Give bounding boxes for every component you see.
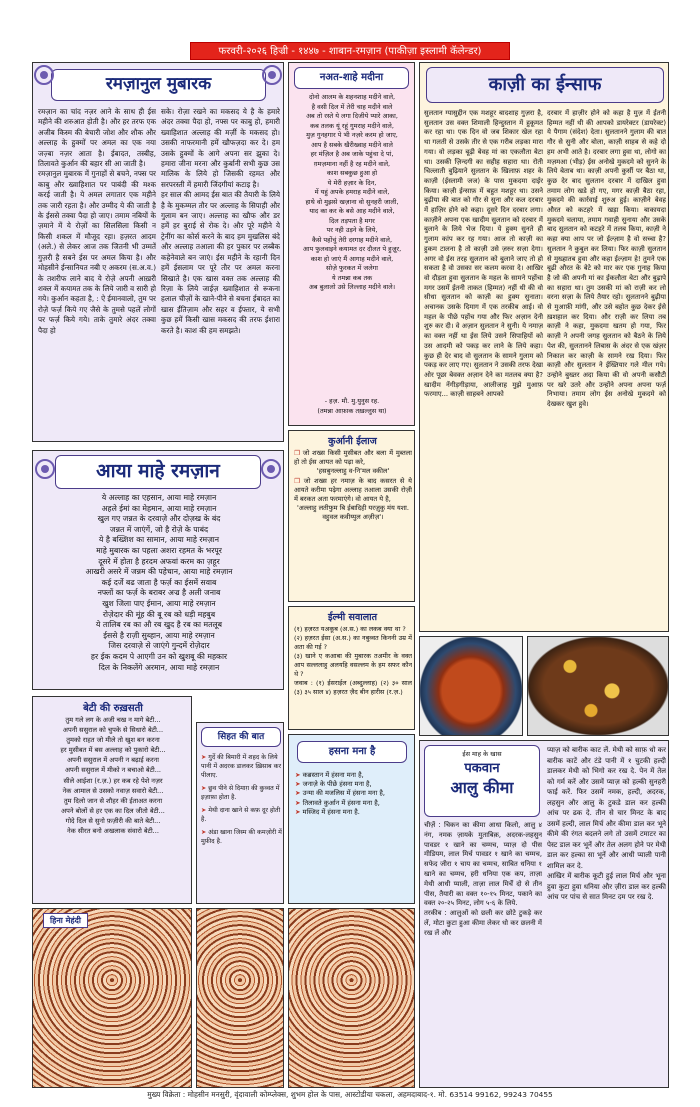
arrow-icon: ➤ [295,807,303,816]
qurani-body [294,449,412,599]
aaya-title: आया माहे रमज़ान [55,455,261,489]
bullet-icon: ❒ [294,449,303,457]
aaya-section [32,450,284,690]
ornament-icon [262,65,282,85]
pakwan-title: पकवान [464,761,500,776]
footer: मुख्य विक्रेता : मोहसीन मनसुरी, वृंदावाली कोम्प्लेक्स, शुभम होल के पास, आस्टोडीया चकला, अहमदाबाद-१. मो. 63514 99162, 99243 70455 [147,1090,553,1099]
ornament-icon [34,65,54,85]
hasna-section [288,734,415,904]
beti-title: बेटी की रुख़सती [83,703,143,714]
qazi-body-col1: सुलतान ग्यासुद्दीन एक मशहूर बादशाह गुज़रा है, सुलतान उस वक्त शिमाली हिन्दुस्तान में हुकूमत कर रहा था। एक दिन वो जब शिकार खेल रहा था गलती से उसके तीर से एक गरीब लड़का मारा गया। वो लड़का बूढ़ी बेवह मां का एकलौता बेटा था। उसकी ज़िन्दगी का सहीह सहारा था। रोती चिल्लाती बुढ़ियाने सुलतान के खिलाफ़ शहर के काज़ी (ईस्लामी जज) के पास मुकदमा दाईर किया। काज़ी ईन्साफ़ में बहुत मशहूर था। उसने बुढ़ीया की बात को गौर से सुना और कल दरबार में हाज़िर होने को कहा। दूसरे दिन दरबार लगा। काज़ीने अपना एक खादीम सुलतान को दरबार में बुलाने के लिये भेज दिया। ये हुक्म सुनते ही गुलाम कांप कर रह गया। आज तो काज़ी का हुकम टालना है तो काज़ी उसे ज़रुर सज़ा देगा। अगर वो ईस तरह सुलतान को बुलाने जाए तो हो सकता है वो उसका सर कलम करवा दे। आखिर वो दौड़ता हुवा सुलतान के महल के सामने पहोंचा मगर उसमें ईतनी ताकत (हिम्मत) नहीं थी की वो सीधा सुलतान को काज़ी का हुक्म सुनाता। अचानक उसके दिमाग में एक तरकीब आई। वो महल के पीछे पहोंच गया और फिर अज़ान देनी शुरु कर दी। वे अज़ान सुलतान ने सुनी। ये नमाज़ का वक्त नहीं था ईस लिये उसने सिपाहियों को उस आदमी को पकड़ कर लाने के लिये कहा। कुछ ही देर बाद वो सुलतान के सामने गुलाम को पकड़ कर लाए गए। सुलतान ने उसकी तरफ देखा ओर पूछा बेवक्त अज़ान देने का मतलब क्या है? खादीम नेंगीड़गीड़ाया, आलीजाह मुझे मुआफ़ फरमाए... काज़ी साहबने आपको [424,109,543,399]
naat-poem: दोनो आलम के शहनशाह मदीने वाले, है वसी दिल में तेरी चाह मदीने वाले अब तो रस्ते ये लगा दिजीये प्यारे आका, कब तलक यूं रहूं गुमराह मदीने वाले, मुज़ गुनहगार पे भी नज़रे करम हो जाए, आप है सबके खैरीख्वाह मदीने वाले हर मंज़िल है अब जाके पहुंचा दे पां, ग़मज़माना नहीं है रह मदीने वाले, काश सबकुछ हुआ हो ये मेरी हज़ार के दिन, में यहुं अपके हमराह मदीने वाले, हाथे वो मुझसे खज़ाना वो सुनहरी जाली, याद का कर के बसे आह मदीने वाले, दिल तड़पता है मगर पर नही उड़ने के लिये, कैसे पहोंचुं तेरी दरगाह मदीने वाले, आप फुलवाइने कयामत दर दौलत पे हुज़ूर, काश हो जाएं मैं आगाह मदीने वाले, सोज़े फुरकत में जलेगा ये तमन्ना कब तक अब बुलालो उसे लिल्लाह मदीने वाले। [302,93,402,291]
ilmi-section [288,606,415,730]
arrow-icon: ➤ [295,771,303,779]
hasna-item: ➤ उन्मा की मजलिस में हंसना मना है, [295,789,385,798]
bullet-icon: ❒ [294,476,304,485]
pakwan-header [424,745,540,817]
pakwan-body-col1: चीज़ें : चिकन का कीमा आधा किलो, आलु ४ नंग, नमक ज़ायके मुताबिक़, अदरक-लहसुन पावडर १ खाने का चम्मच, प्याज़ दो पीस मीडियम, लाल मिर्च पावडर १ खाने का चम्मच, सफेद जीरा १ चाय का चम्मच, साबित धनिया १ खाने का चम्मच, हरी धनिया एक कप, ताज़ा मेथी आधी प्याली, ताज़ा लाल मिर्चें दो से तीन पीस, तैयारी का वक्त १०-१५ मिनट, पकाने का वक्त २०-२५ मिनट, लोग ५-६ के लिये. तरकीब : आलुओं को छली कर छोटे टुकड़े कर लें, मोटा कुटा हुआ कीमा लेकर धो कर छलनी में रख लें और [424,821,542,937]
mehndi-photo-3 [288,908,415,1088]
beti-body: तुम गले लग के अजी चख न मागे बेटी... अपनी ससुराल को चुपके से सिधारो बेटी... तुमको राहत जो मीले तो खुश बन करना हर मुसीबत में बस अल्लाह को पुकारो बेटी... अपनी ससुराल में अपनी न बढ़ाई करना अपनी ससुराल में मीको न बचाओ बेटी... सीले आईशा (र.ज़.) हर कब रहे पेशे नज़र नेक आमाल से उसको नवाज़ सवारो बेटी... तुम दिलो जान से शौहर की ईताअत करना अपने बोलों से हर एक का दिल जीतो बेटी... गोदे दिल से सुनो फ़ज़ीरी की बाते बेटी... नेक सीरत बनो अखलाक संवारो बेटी... [60,716,166,836]
hasna-item: ➤ जनाज़े के पीछे हंसना मना है, [295,780,372,789]
arrow-icon: ➤ [295,780,303,789]
ilmi-answers: जवाब : (१) ईसराईल (अब्दुल्लाह) (२) ३० साल (३) ३५ साल ४) हज़रत ज़ैद बीन हारीस (र.ज़.) [294,679,412,696]
ilmi-q2: (२) हज़रत ईसा (अ.स.) का नबुव्वत किननी उम्र में अता की गई ? [294,634,412,651]
ilmi-q3: (३) खाने ए कआबा की मुबारक तअमीर के वक्त आप सल्ललाहु अलयहि वसल्लम के हम सफर कौन थे ? [294,652,412,678]
mehndi-photo-2 [196,908,284,1088]
mehndi-label: हिना मेहंदी [43,913,88,928]
ramzanul-body-col2: सके। रोज़ा रखने का मकसद ये है के हमारे अंदर तक्वा पैदा हो, नफ्स पर काबु हो, हमारी ख्वाहिशात अल्लाह की मर्ज़ी के मकसद हो। उसकी नाफरमानी हमें खौफज़दा कर दे। हम उसके हुक्मों के आगे अपना सर झुका दे। हमारा जीना मरना और कुर्बानी सभी कुछ उस मालिक के लिये हो जिसकी रहमत और सरपरस्ती में हमारी जिंदगीयां कटाइ है। हर साल की आमद ईस बात की तैयारी के लिये है के मुकम्मल तौर पर अल्लाह के सिपाही और गुलाम बन जाए। अल्लाह का खौफ और डर हमें हर बुराई से रोक दे। और पूरे महीने ये ट्रेनींग का कोर्स करने के बाद हम मुखलिस बंदे और अल्लाह तआला की हर पुकार पर लब्बैक कहेनेवाले बन जाएं। ईस महीने के रहानी दिन हमें ईसलाम पर पूरे तौर पर अमल करना सिखाते है। एक खास वक्त तक अल्लाह की रिज़ा के लिये जाईज़ ख्वाहिशात से रूकना हलाल चीज़ों के खाने-पीने से बचना ईबादत का खास ईंतिज़ाम और सहर व ईफ्तार, ये सभी कुछ हमें किसी खास मकसद की तरफ ईशारा करते है। काश की हम समझते। [161,107,280,335]
pakwan-body-col2: प्याज़ को बारीक काट लें. मेथी को साफ़ धो कर बारीक काटें और टंडे पानी में १ चुटकी हल्दी डालकर मेथी को भिगो कर रख दे. पेन में तेल को गर्म करें और उसमें प्याज़ को हल्की सुनहरी फाई करें. फिर उसमें नमक, हल्दी, अदरक, लहसुन और आलु के टुकडे डाल कर हल्की आंच पर ढक दे. तीन से चार मिनट के बाद उसमें हल्दी, लाल मिर्च और कीमा डाल कर भूने कीमे की रंगत बदलने लगे तो उसमें टमाटर का पेस्ट डाल कर भूनें और तेल अलग होने पर मेथी डाल कर हल्का सा भूनें और आधी प्याली पानी शामिल कर दे. आखिर में बारीक कूटी हुई लाल मिर्च और भूना हुवा कुटा हुवा धनिया और ज़ीरा डाल कर हल्की आंच पर पांच से सात मिनट दम पर रख दे. [547,746,666,901]
food-photo-keema [419,636,523,736]
hasna-item: ➤ कब्रस्तान में हंसना मना है, [295,771,364,779]
hasna-item: ➤ मस्जिद में हंसना मना है. [295,807,360,816]
qurani-verse2: 'अल्लाहु लतीफुम बि ईबादिही यरज़ुकु मंय यशा. वहुवल कवीय्युल अज़ीज़'। [296,504,409,522]
arrow-icon: ➤ [295,789,303,798]
qurani-verse1: 'हसबुनल्लाहु व-नि'मल वकील' [316,467,390,476]
qazi-title: काज़ी का ईन्साफ [426,67,664,103]
pakwan-section [419,740,669,1088]
beti-section [32,696,192,904]
hasna-list [295,771,411,901]
ilmi-title: ईल्मी सवालात [327,612,378,623]
ramzanul-body-col1: रमज़ान का चांद नज़र आने के साथ ही ईस महीने की शरुआत होती है। और हर तरफ एक अजीब किस्म की बेचारी जोश और शौक और अल्लाह के हुक्मों पर अमल का एक नया जज़्बा नज़र आता है। ईबादत, तस्बीह, तिलावते कुर्आन की बहार सी आ जाती है। रमज़ानुल मुबारक में गुनाहों से बचने, नफ्स पर काबु और ख्वाहिशात पर पाबंदी की मश्क करई जाती है। ये अमल लगातार एक महीने तक जारी रहता है। और उम्मीद ये की जाती है के ईससे तक्वा पैदा हो जाए। तमाम नबियों के ज़माने में ये रोज़ों का सिलसिला किसी न किसी शकल में मौजूद रहा। हज़रत आदम (अले.) से लेकर आज तक जितनी भी उम्मतें गुज़री है सबने ईस पर अमल किया है। और मोहसीने ईन्सानियत नबी ए अकरम (स.अ.व.) के तशरीफ लाने बाद ये रोज़े अपनी आख़री शक्ल में कयामत तक के लिये जारी व सारी हो गये। कुर्आन कहता है, : ऐ ईमानवालो, तुम पर रोज़े फर्ज़ किये गए जैसे के तुमसे पहलें लोगों पर फर्ज़ किये गये। ताके तुमारे अंदर तक्वा पैदा हो [38,107,156,335]
qurani-p1: जो शख्स किसी मुसीबत और बला में मुब्तला हो तो ईस आयत को पढ़ा करे, [294,449,412,467]
naat-section [288,62,415,426]
pakwan-dish: आलु कीमा [450,778,514,797]
qurani-title: कुर्आनी ईलाज [328,436,377,447]
arrow-icon: ➤ [201,754,209,761]
arrow-icon: ➤ [295,798,303,807]
hasna-item: ➤ तिलावते कुर्आन में हंसना मना है, [295,798,380,807]
naat-title: नअत-शाहे मदीना [294,67,409,89]
sehat-item: ➤ छुव पीने से दिमाग़ की कुव्वत में इज़ाफ़ा होता है. [201,785,280,801]
qurani-section [288,430,415,602]
aaya-body: ये अल्लाह का एहसान, आया माहे रमज़ान अहले ईमां का मेहमान, आया माहे रमज़ान खुल गए जन्नत के दरवाज़े और दोज़ख के बंद जन्नत में जाएंगें, जो है रोज़े के पाबंद ये है बख्शिश का सामान, आया माहे रमज़ान माहे मुबारक का पहला अशरा रहमत के भरपूर दूसरे में होता है हरदम अफवां करम का ज़हूर आखरी असरे में जन्नम की पहेचान, आया माहे रमज़ान कई दर्जे बढ जाता है फर्ज़ का ईसमें सवाब नफ्लों का फर्ज़ के बराबर अज्र है अली जनाब खुश जिला पाए ईमान, आया माहे रमज़ान रोज़ेदार की मूंह की बू रब को धड़ी महबुब ये तालिब रब का औ रब खुद है रब का मतलूब ईससे है राज़ी सुब्हान, आया माहे रमज़ान जिस दरवाज़े से जाएंगे गुन्दमें रोज़ेदार हर ईक कदम पे आएगी उन को खुशबू की महकार दिल के निकलेंगे अरमान, आया माहे रमज़ान [85,493,233,672]
naat-credit: - हज़. मौ. मु.युनुस रह. (तमन्ना आफ़ाक तख़ल्लुस था) [317,397,387,415]
sehat-item: ➤ गुर्दे की बिमारी में शहद के लिये पानी में अदरक डालकर ख़िसाब कर पीलाए. [201,754,282,779]
ilmi-q1: (१) हज़रत यअकूब (अ.स.) का लकब क्या था ? [294,625,406,633]
pakwan-kicker: ईस माह के खास [462,750,502,758]
sehat-list [201,753,283,903]
arrow-icon: ➤ [201,807,209,814]
sehat-title: सिहत की बात [201,727,281,747]
qazi-body-col2: दरबार में हाज़ीर होने को कहा है मुज़ में ईतनी हिम्मत नहीं थी की आपको डायरेक्टर (डायरेक्ट) ये पैगाम (संदेश) देता। सुलतानने गुलाम की बात गौर से सुनी और बोला, काज़ी साहब से कहे दो हम अभी आते है। दरबार लगा हुवा था, लोगो का मज़मआ (भीड़) ईस अनोखे मुकदमे को सुनने के लिये बेताब था। काज़ी अपनी कुर्सी पर बैठा था, कुछ देर बाद सुलतान दरबार में दाखिल हुवा तमाम लोग खडे हो गए, मगर काज़ी बैठा रहा, मुकदमे की कार्रवाई शुरुअ हुई। काज़ीने बेवह औरत को कटहरे में खड़ा किया। बाकायदा मुकदमे चलाया, तमाम गवाही सुनाया और उसके बाद सुलतान को कटहरे में तलब किया, काज़ी ने कहा क्या आप पर जो ईल्ज़ाम है वो सच्चा है? सुलतान ने कुबुल कर लिया। फिर काज़ी सुलतान से मुख्हातब हुवा और कहा ईल्ज़ाम हे! तुमने एक बूढी औरत के बेटे को मार कर एक गुनाह किया है जो की अपनी मां का ईकलौता बेटा और बुढ़ापे का सहारा था। तुम उसकी मां को राज़ी कर लो वरना सज़ा के लिये तैयार रहो। सुलतानने बुढ़ीया से मुआफ़ी मांगी, और उसे बहोत कुछ देकर ईसे ख़शहाल कर दिया। और राज़ी कर लिया तब काज़ी ने कहा, मुकदमा खतम हो गया, फिर काज़ी ने अपनी जगह सुलतान को बैठने के लिये पेश की, सुलतानने लिबास के अंदर से एक खंज़र निकाल कर काज़ी के सामने रख दिया। फिर काज़ी और सुलतान ने ईख्तियार गले मील गये। उन्होने बुख्तर अदा किया की वो अपनी कसौटी पर खरे उतरे और उन्होंने अपना अपना फर्ज़ निभाया। तमाम लोग ईस अनोखे मुकदमे को देखकर खुश हुवे। [547,109,666,409]
qazi-section [419,62,669,632]
qurani-p2: जो शख्स हर नमाज़ के बाद कसरत से ये आयते करीमा पढ़ेगा अल्लाह तआला उसकी रोज़ी में बरकत अता फरमाएंगे। वो आयत ये है, [294,476,412,504]
ilmi-body [294,625,412,729]
ornament-icon [35,459,55,479]
ramzanul-section [32,62,284,442]
sehat-section [196,722,284,904]
hasna-title: हसना मना है [297,741,407,763]
sehat-item: ➤ मेथी दाना खाने से कफ़ दूर होती है. [201,807,281,823]
ramzanul-title: रमज़ानुल मुबारक [51,69,266,101]
masthead: फरवरी-२०२६ हिज्री - १४४७ - शाबान-रमज़ान (पाकीज़ा इस्लामी कॅलेन्डर) [190,42,510,60]
mehndi-photo-1 [32,908,192,1088]
sehat-item: ➤ अंडा खाना जिस्म की कमज़ोरी में मुफ़ीद है. [201,829,282,845]
ornament-icon [261,459,281,479]
food-photo-aloo [527,636,669,736]
arrow-icon: ➤ [201,785,209,792]
arrow-icon: ➤ [201,829,209,836]
